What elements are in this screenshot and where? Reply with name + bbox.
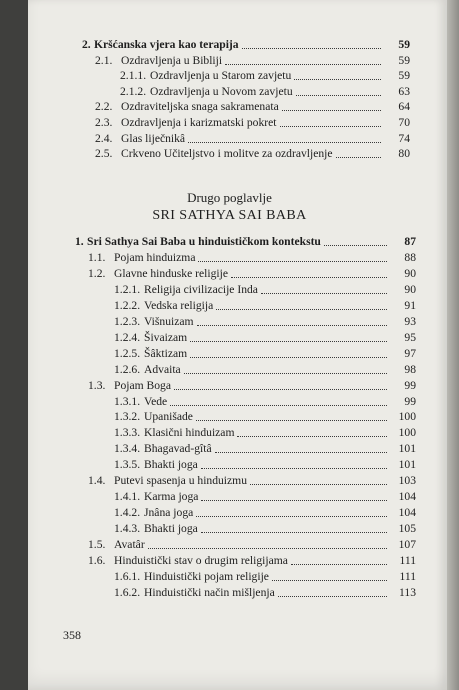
toc-entry-page: 99	[404, 394, 416, 408]
toc-entry-label: Putevi spasenja u hinduizmu	[114, 474, 247, 488]
toc-entry-number: 2.3.	[95, 116, 113, 129]
toc-entry-page: 59	[398, 69, 410, 83]
toc-entry-label: Vede	[144, 394, 168, 408]
toc-entry	[114, 315, 416, 329]
toc-entry-page: 70	[398, 116, 410, 129]
toc-entry-page: 90	[404, 266, 416, 280]
toc-entry-page: 99	[404, 378, 416, 392]
toc-entry-label: Hinduistički pojam religije	[144, 569, 269, 583]
toc-entry-title	[114, 283, 258, 297]
toc-entry-label: Advaita	[144, 362, 181, 376]
toc-entry-title	[120, 69, 291, 83]
toc-entry-label: Bhakti joga	[144, 522, 198, 536]
toc-entry-number: 2.1.1.	[120, 69, 147, 83]
toc-entry-number: 2.1.	[95, 53, 113, 67]
toc-entry-title	[95, 132, 185, 146]
toc-entry-label: Ozdravljenja u Starom zavjetu	[150, 69, 292, 83]
dot-leader	[296, 94, 381, 96]
toc-entry-number: 1.6.	[88, 554, 106, 567]
toc-entry	[114, 395, 416, 409]
toc-entry-title	[114, 490, 198, 504]
toc-entry-page: 107	[398, 538, 416, 552]
toc-entry-label: Avatâr	[114, 538, 145, 552]
toc-entry-page: 98	[404, 362, 416, 376]
toc-entry-label: Crkveno Učiteljstvo i molitve za ozdravljenje	[121, 147, 333, 161]
toc-entry-label: Kršćanska vjera kao terapija	[94, 38, 239, 51]
toc-entry-title	[95, 116, 277, 130]
toc-entry	[114, 331, 416, 345]
toc-entry	[114, 347, 416, 361]
toc-entry-label: Glas liječnikâ	[121, 131, 186, 145]
toc-entry-page: 103	[398, 474, 416, 488]
toc-entry	[114, 522, 416, 536]
toc-entry-number: 1.6.1.	[114, 569, 141, 583]
toc-entry-page: 90	[404, 282, 416, 296]
toc-entry-page: 104	[398, 490, 416, 504]
toc-entry-title	[82, 38, 239, 52]
toc-entry-title	[114, 315, 194, 329]
toc-entry-title	[114, 506, 193, 520]
dot-leader	[237, 435, 387, 437]
toc-entry-title	[95, 147, 333, 161]
toc-entry	[95, 147, 410, 161]
toc-entry-number: 1.4.2.	[114, 506, 141, 520]
toc-entry	[95, 54, 410, 68]
toc-entry-number: 1.3.3.	[114, 426, 141, 440]
toc-entry-title	[88, 267, 228, 281]
dot-leader	[201, 531, 387, 533]
toc-entry-number: 1.2.3.	[114, 314, 141, 328]
toc-entry	[114, 442, 416, 456]
dot-leader	[225, 63, 381, 65]
toc-entry-label: Pojam hinduizma	[114, 250, 196, 264]
toc-entry-label: Hinduistički stav o drugim religijama	[114, 554, 288, 567]
toc-entry-title	[114, 363, 181, 377]
toc-entry-title	[120, 85, 293, 99]
toc-entry	[120, 85, 410, 99]
toc-entry-label: Šivaizam	[144, 330, 188, 344]
toc-entry-page: 59	[398, 53, 410, 67]
dot-leader	[272, 579, 387, 581]
toc-entry-number: 1.2.2.	[114, 298, 141, 312]
page-number: 358	[63, 628, 81, 642]
toc-entry	[114, 586, 416, 600]
dot-leader	[282, 109, 381, 111]
toc-entry-label: Sri Sathya Sai Baba u hinduističkom kontekstu	[87, 235, 321, 248]
toc-entry-number: 1.6.2.	[114, 585, 141, 599]
toc-entry	[75, 235, 416, 249]
toc-entry-label: Upanišade	[144, 410, 193, 424]
toc-entry-title	[114, 570, 269, 584]
toc-entry-label: Hinduistički način mišljenja	[144, 585, 275, 599]
toc-entry-page: 111	[399, 554, 416, 567]
toc-entry-title	[88, 251, 195, 265]
dot-leader	[324, 244, 387, 246]
toc-entry-title	[114, 395, 167, 409]
chapter-title: SRI SATHYA SAI BABA	[152, 208, 307, 223]
dot-leader	[148, 547, 387, 549]
toc-entry	[88, 251, 416, 265]
toc-entry-label: Bhagavad-gîtâ	[144, 442, 212, 456]
toc-entry-number: 1.4.1.	[114, 490, 141, 504]
dot-leader	[215, 451, 387, 453]
toc-entry-page: 59	[398, 38, 410, 51]
toc-entry	[88, 379, 416, 393]
toc-entry-number: 1.3.2.	[114, 410, 141, 424]
toc-entry-title	[114, 442, 212, 456]
toc-entry-title	[75, 235, 321, 249]
toc-entry-title	[114, 522, 198, 536]
toc-entry-page: 111	[399, 569, 416, 583]
toc-entry-number: 1.2.1.	[114, 282, 141, 296]
toc-entry	[114, 426, 416, 440]
toc-entry-page: 95	[404, 330, 416, 344]
toc-entry-number: 2.5.	[95, 147, 113, 161]
dot-leader	[231, 276, 387, 278]
page-edge	[447, 0, 459, 690]
toc-entry-title	[114, 586, 275, 600]
toc-entry-label: Jnâna joga	[144, 506, 194, 520]
toc-entry-number: 1.2.5.	[114, 346, 141, 360]
toc-entry-number: 1.2.	[88, 266, 106, 280]
dot-leader	[190, 356, 387, 358]
toc-entry-page: 100	[398, 410, 416, 424]
toc-entry-number: 2.	[82, 38, 91, 51]
toc-entry	[82, 38, 410, 52]
toc-entry-label: Šâktizam	[144, 346, 188, 360]
toc-entry-page: 64	[398, 100, 410, 114]
toc-entry-label: Ozdravljenja u Bibliji	[121, 53, 223, 67]
dot-leader	[291, 563, 387, 565]
toc-entry-number: 1.2.4.	[114, 330, 141, 344]
dot-leader	[336, 156, 381, 158]
toc-entry	[114, 490, 416, 504]
chapter-label: Drugo poglavlje	[187, 190, 272, 205]
toc-entry-number: 1.	[75, 235, 84, 248]
toc-entry	[120, 69, 410, 83]
toc-entry-title	[88, 379, 171, 393]
toc-entry	[114, 506, 416, 520]
toc-entry-label: Vedska religija	[144, 298, 214, 312]
toc-entry	[114, 570, 416, 584]
toc-entry	[114, 363, 416, 377]
toc-entry-title	[114, 331, 187, 345]
toc-entry-page: 101	[398, 458, 416, 472]
dot-leader	[190, 340, 387, 342]
toc-entry-page: 101	[398, 442, 416, 456]
toc-entry-number: 1.1.	[88, 250, 106, 264]
toc-entry-page: 88	[404, 250, 416, 264]
toc-entry-label: Ozdravljenja i karizmatski pokret	[121, 116, 277, 129]
toc-entry-page: 87	[404, 235, 416, 248]
dot-leader	[294, 78, 381, 80]
toc-entry-title	[95, 100, 279, 114]
toc-entry-number: 1.2.6.	[114, 362, 141, 376]
dot-leader	[201, 499, 387, 501]
toc-entry-number: 1.3.1.	[114, 394, 141, 408]
toc-entry-label: Ozdraviteljska snaga sakramenata	[121, 100, 279, 114]
dot-leader	[278, 595, 387, 597]
toc-entry-number: 2.1.2.	[120, 84, 147, 98]
dot-leader	[188, 141, 381, 143]
dot-leader	[201, 467, 387, 469]
toc-entry-page: 105	[398, 522, 416, 536]
toc-entry	[114, 458, 416, 472]
toc-entry	[88, 474, 416, 488]
toc-entry-page: 63	[398, 84, 410, 98]
toc-entry-page: 80	[398, 147, 410, 161]
dot-leader	[198, 260, 387, 262]
dot-leader	[197, 324, 387, 326]
toc-entry-number: 2.4.	[95, 131, 113, 145]
toc-entry-page: 91	[404, 298, 416, 312]
toc-entry	[114, 299, 416, 313]
dot-leader	[174, 388, 387, 390]
toc-entry-title	[88, 554, 288, 568]
toc-entry-title	[114, 410, 193, 424]
toc-entry	[88, 554, 416, 568]
toc-entry-label: Pojam Boga	[114, 378, 172, 392]
toc-entry-number: 2.2.	[95, 100, 113, 114]
toc-entry-label: Višnuizam	[144, 314, 194, 328]
toc-entry-page: 97	[404, 346, 416, 360]
toc-entry	[95, 100, 410, 114]
toc-entry-title	[88, 474, 247, 488]
dot-leader	[196, 515, 387, 517]
toc-entry-label: Religija civilizacije Inda	[144, 282, 258, 296]
toc-entry-number: 1.3.4.	[114, 442, 141, 456]
toc-entry-page: 93	[404, 314, 416, 328]
toc-entry-number: 1.4.3.	[114, 522, 141, 536]
toc-entry-number: 1.3.	[88, 378, 106, 392]
toc-entry-number: 1.5.	[88, 538, 106, 552]
dot-leader	[170, 404, 387, 406]
toc-entry-title	[114, 426, 234, 440]
toc-entry	[95, 132, 410, 146]
toc-entry-label: Bhakti joga	[144, 458, 198, 472]
dot-leader	[261, 292, 387, 294]
toc-entry-title	[95, 54, 222, 68]
toc-entry-title	[88, 538, 145, 552]
dot-leader	[280, 125, 382, 127]
toc-entry-number: 1.4.	[88, 474, 106, 488]
toc-entry-title	[114, 299, 213, 313]
toc-entry-label: Karma joga	[144, 490, 199, 504]
dot-leader	[196, 419, 387, 421]
dot-leader	[184, 372, 387, 374]
toc-entry	[88, 267, 416, 281]
toc-entry	[95, 116, 410, 130]
dot-leader	[216, 308, 387, 310]
dot-leader	[250, 483, 387, 485]
toc-entry	[114, 283, 416, 297]
dot-leader	[242, 47, 381, 49]
toc-entry-page: 104	[398, 506, 416, 520]
toc-entry	[114, 410, 416, 424]
toc-entry-page: 113	[399, 585, 416, 599]
toc-entry-title	[114, 458, 198, 472]
toc-entry-number: 1.3.5.	[114, 458, 141, 472]
toc-entry-label: Glavne hinduske religije	[114, 266, 228, 280]
toc-entry-page: 74	[398, 131, 410, 145]
toc-entry-title	[114, 347, 187, 361]
toc-entry-label: Klasični hinduizam	[144, 426, 235, 440]
toc-entry-page: 100	[398, 426, 416, 440]
toc-entry-label: Ozdravljenja u Novom zavjetu	[150, 84, 293, 98]
toc-entry	[88, 538, 416, 552]
